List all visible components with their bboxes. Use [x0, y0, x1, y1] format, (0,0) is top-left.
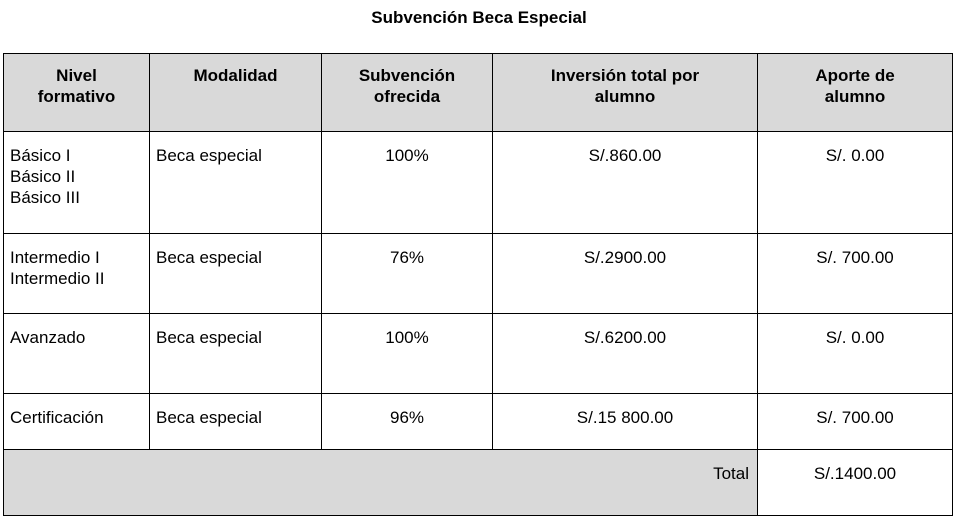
cell-aporte: S/. 0.00 — [758, 132, 953, 234]
total-label: Total — [4, 450, 758, 516]
table-row — [4, 314, 953, 394]
page-title: Subvención Beca Especial — [371, 8, 587, 27]
header-subvencion-ofrecida: Subvención ofrecida — [322, 54, 493, 132]
table-row — [4, 394, 953, 450]
header-aporte-alumno: Aporte de alumno — [758, 54, 953, 132]
header-modalidad: Modalidad — [150, 54, 322, 132]
header-nivel-formativo: Nivel formativo — [4, 54, 150, 132]
cell-subvencion: 100% — [322, 132, 493, 234]
cell-aporte: S/. 700.00 — [758, 394, 953, 450]
cell-aporte: S/. 0.00 — [758, 314, 953, 394]
table-row — [4, 234, 953, 314]
total-row — [4, 450, 953, 516]
table-row — [4, 132, 953, 234]
cell-inversion: S/.15 800.00 — [493, 394, 758, 450]
table-header-row — [4, 54, 953, 132]
cell-inversion: S/.2900.00 — [493, 234, 758, 314]
cell-subvencion: 96% — [322, 394, 493, 450]
subsidy-table — [3, 53, 953, 516]
cell-modalidad: Beca especial — [150, 234, 322, 314]
cell-subvencion: 100% — [322, 314, 493, 394]
cell-nivel: Avanzado — [4, 314, 150, 394]
cell-nivel: Básico I Básico II Básico III — [4, 132, 150, 234]
header-inversion-total: Inversión total por alumno — [493, 54, 758, 132]
cell-inversion: S/.860.00 — [493, 132, 758, 234]
total-value: S/.1400.00 — [758, 450, 953, 516]
cell-nivel: Intermedio I Intermedio II — [4, 234, 150, 314]
cell-subvencion: 76% — [322, 234, 493, 314]
cell-aporte: S/. 700.00 — [758, 234, 953, 314]
cell-modalidad: Beca especial — [150, 132, 322, 234]
cell-nivel: Certificación — [4, 394, 150, 450]
cell-inversion: S/.6200.00 — [493, 314, 758, 394]
cell-modalidad: Beca especial — [150, 314, 322, 394]
cell-modalidad: Beca especial — [150, 394, 322, 450]
